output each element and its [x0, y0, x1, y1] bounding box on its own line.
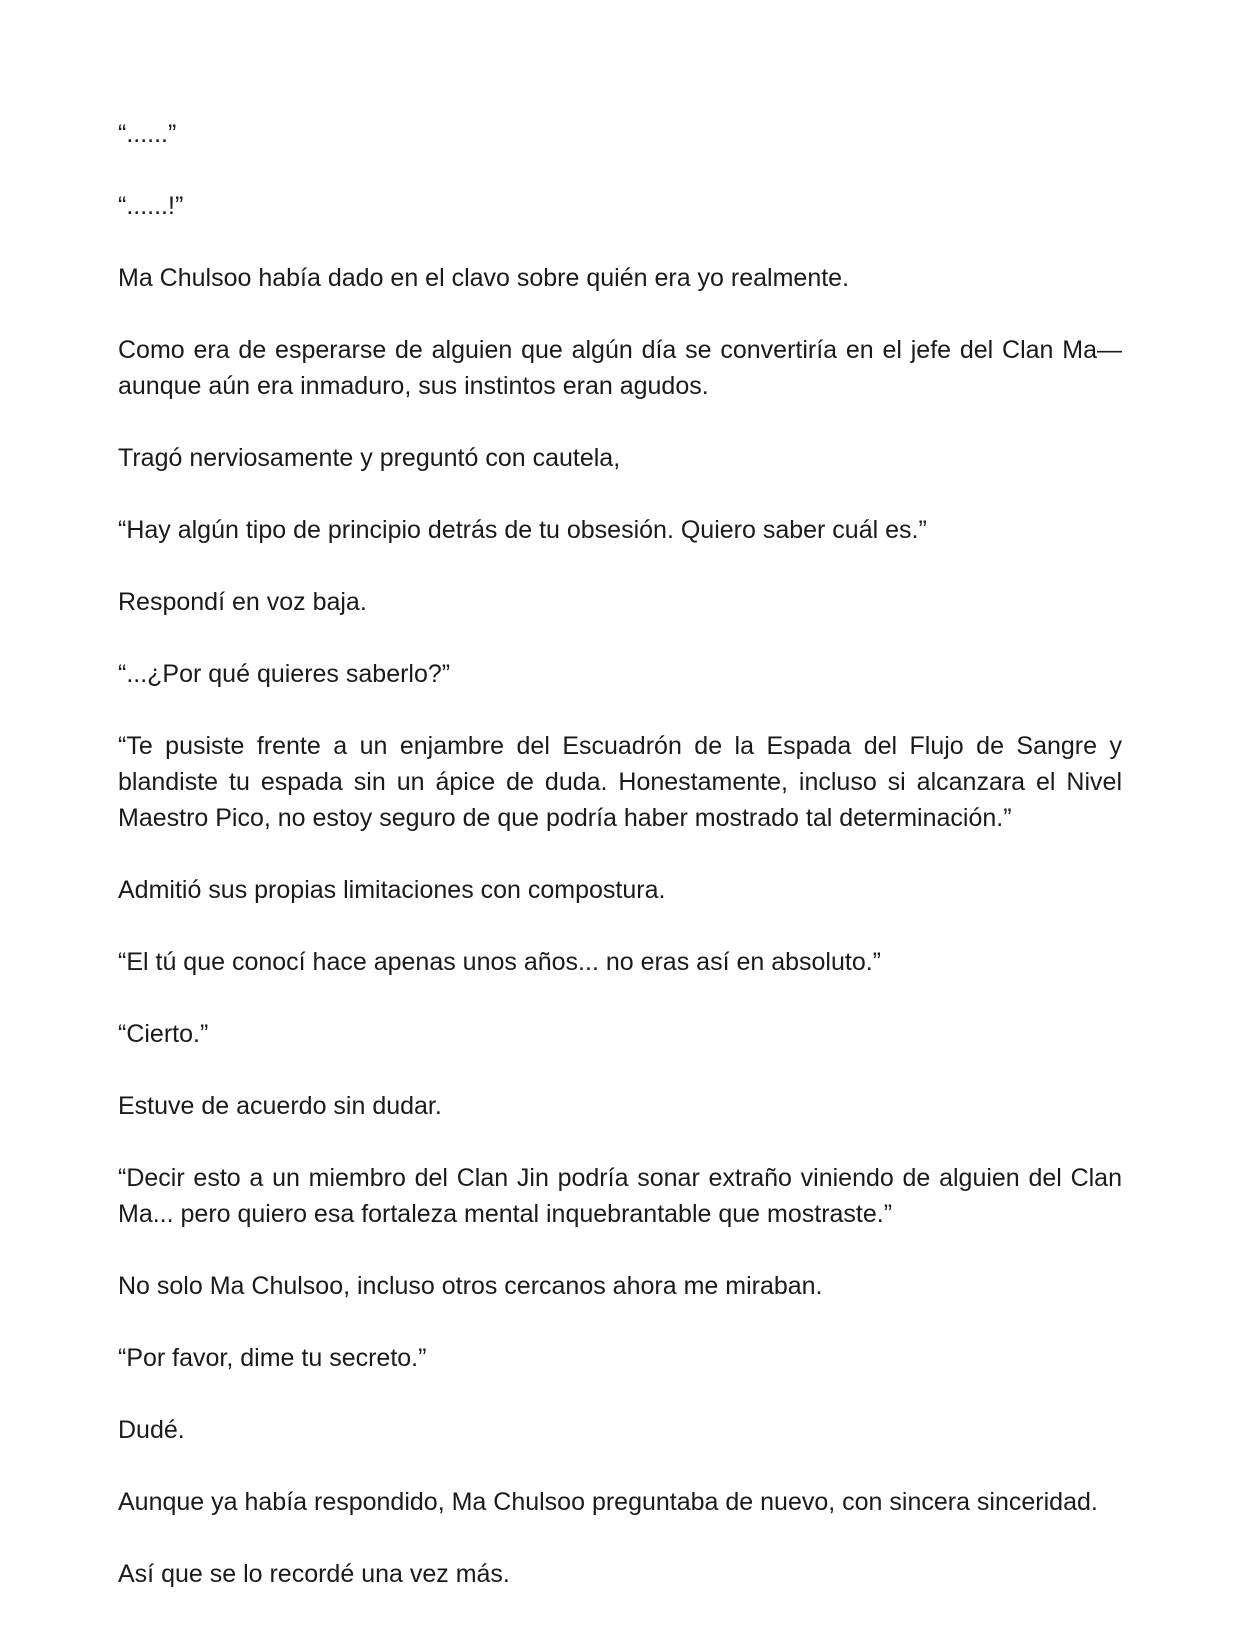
paragraph: “Te pusiste frente a un enjambre del Escuadrón de la Espada del Flujo de Sangre y blandiste tu espada sin un ápice de duda. Honestamente, incluso si alcanzara el Nivel Maestro Pico, no estoy seguro de que podría haber mostrado tal determinación.”	[118, 732, 1122, 832]
paragraph: Tragó nerviosamente y preguntó con cautela,	[118, 444, 621, 472]
paragraph: Así que se lo recordé una vez más.	[118, 1560, 510, 1588]
paragraph: “Hay algún tipo de principio detrás de tu obsesión. Quiero saber cuál es.”	[118, 516, 927, 544]
document-body	[118, 116, 1122, 1628]
paragraph: “...¿Por qué quieres saberlo?”	[118, 660, 451, 688]
paragraph: No solo Ma Chulsoo, incluso otros cercanos ahora me miraban.	[118, 1272, 823, 1300]
paragraph: Dudé.	[118, 1416, 185, 1444]
paragraph: “Cierto.”	[118, 1020, 209, 1048]
paragraph-ellipsis: “......”	[118, 120, 177, 148]
paragraph: “El tú que conocí hace apenas unos años... no eras así en absoluto.”	[118, 948, 882, 976]
paragraph: Respondí en voz baja.	[118, 588, 367, 616]
paragraph: “Por favor, dime tu secreto.”	[118, 1344, 427, 1372]
paragraph: Ma Chulsoo había dado en el clavo sobre quién era yo realmente.	[118, 264, 850, 292]
paragraph: “Decir esto a un miembro del Clan Jin podría sonar extraño viniendo de alguien del Clan Ma... pero quiero esa fortaleza mental inquebrantable que mostraste.”	[118, 1164, 1122, 1228]
paragraph: Aunque ya había respondido, Ma Chulsoo preguntaba de nuevo, con sincera sinceridad.	[118, 1488, 1098, 1516]
paragraph: Estuve de acuerdo sin dudar.	[118, 1092, 442, 1120]
paragraph: Admitió sus propias limitaciones con compostura.	[118, 876, 666, 904]
paragraph: Como era de esperarse de alguien que algún día se convertiría en el jefe del Clan Ma— aunque aún era inmaduro, sus instintos eran agudos.	[118, 336, 1122, 400]
paragraph-ellipsis-exclaim: “......!”	[118, 192, 184, 220]
